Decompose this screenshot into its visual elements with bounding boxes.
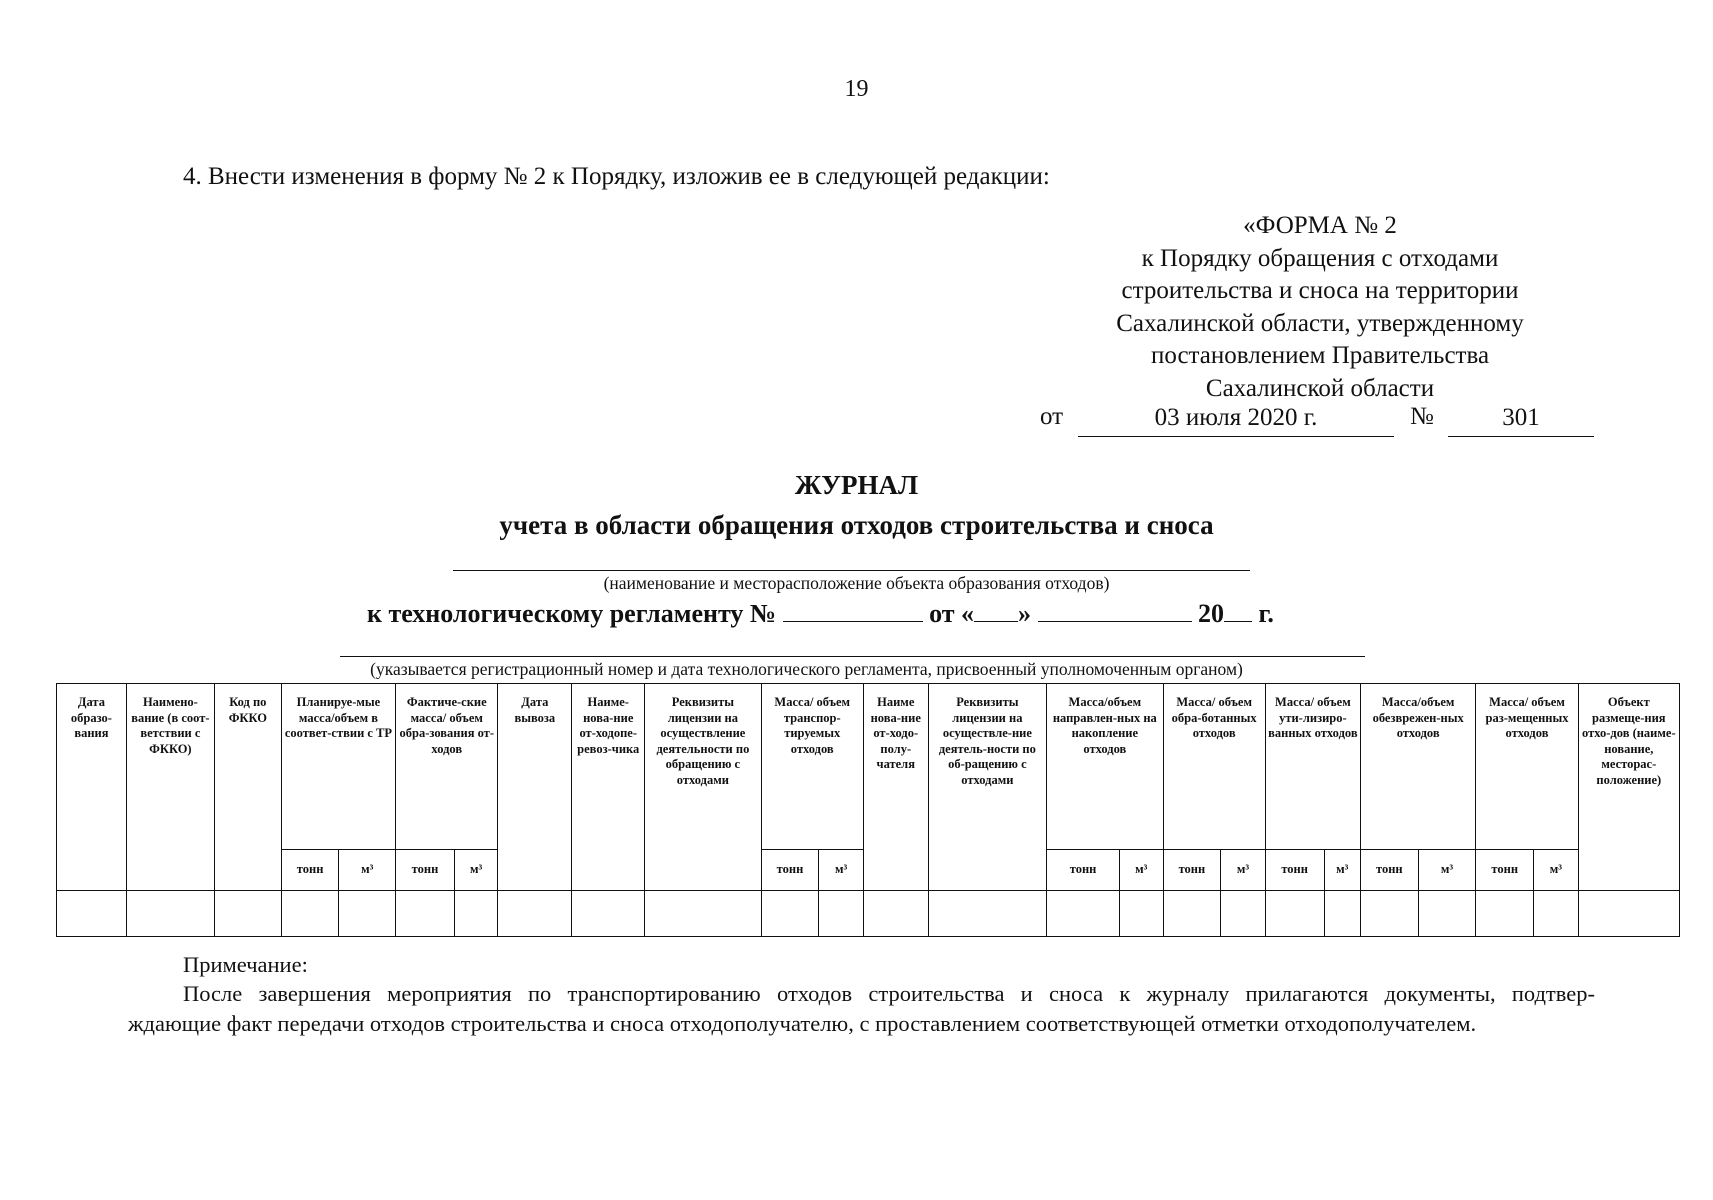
- header-cell: Дата образо-вания: [57, 684, 127, 891]
- note-line: После завершения мероприятия по транспортированию отходов строительства и сноса к журналу прилагаются документы, подтвер-: [183, 981, 1595, 1006]
- table-cell[interactable]: [454, 891, 498, 937]
- regulation-year-blank: [1224, 597, 1252, 622]
- table-row: [57, 891, 1680, 937]
- header-cell: Наимено-вание (в соот-ветствии с ФККО): [126, 684, 214, 891]
- table-cell[interactable]: [126, 891, 214, 937]
- table-cell[interactable]: [1578, 891, 1679, 937]
- unit-ton: тонн: [761, 850, 819, 891]
- table-cell[interactable]: [1360, 891, 1418, 937]
- regulation-number-blank: [783, 597, 923, 622]
- header-cell: Фактиче-ские масса/ объем обра-зования от-ходов: [396, 684, 498, 850]
- page-number: 19: [844, 76, 869, 102]
- table-cell[interactable]: [1265, 891, 1324, 937]
- appendix-block: [1040, 210, 1600, 405]
- header-cell: Реквизиты лицензии на осуществление деятельности по обращению с отходами: [645, 684, 761, 891]
- unit-m3: м³: [1221, 850, 1266, 891]
- table-cell[interactable]: [572, 891, 645, 937]
- header-cell: Масса/ объем ути-лизиро-ванных отходов: [1265, 684, 1360, 850]
- table-cell[interactable]: [1534, 891, 1579, 937]
- regulation-year: 20: [1198, 599, 1224, 628]
- table-cell[interactable]: [1476, 891, 1534, 937]
- unit-ton: тонн: [396, 850, 455, 891]
- regulation-month-blank: [1038, 597, 1192, 622]
- table-cell[interactable]: [57, 891, 127, 937]
- header-cell: Реквизиты лицензии на осуществле-ние деятель-ности по об-ращению с отходами: [928, 684, 1046, 891]
- table-cell[interactable]: [214, 891, 281, 937]
- appendix-number-label: №: [1410, 403, 1434, 430]
- regulation-ot: от «: [929, 599, 974, 628]
- header-cell: Масса/объем обезврежен-ных отходов: [1360, 684, 1475, 850]
- object-caption: (наименование и месторасположение объекта образования отходов): [603, 573, 1110, 593]
- appendix-line: Сахалинской области: [1205, 374, 1435, 402]
- unit-m3: м³: [1119, 850, 1163, 891]
- journal-title: ЖУРНАЛ: [794, 470, 919, 500]
- table-cell[interactable]: [761, 891, 819, 937]
- header-cell: Объект размеще-ния отхо-дов (наиме-нование, месторас-положение): [1578, 684, 1679, 891]
- unit-m3: м³: [339, 850, 396, 891]
- journal-subtitle: учета в области обращения отходов строительства и сноса: [499, 510, 1214, 540]
- unit-m3: м³: [454, 850, 498, 891]
- header-cell: Дата вывоза: [498, 684, 572, 891]
- header-cell: Планируе-мые масса/объем в соответ-ствии с ТР: [281, 684, 395, 850]
- table-cell[interactable]: [339, 891, 396, 937]
- table-cell[interactable]: [645, 891, 761, 937]
- appendix-line: строительства и сноса на территории: [1121, 277, 1519, 304]
- appendix-line: «ФОРМА № 2: [1243, 212, 1397, 239]
- unit-ton: тонн: [1360, 850, 1418, 891]
- appendix-line: к Порядку обращения с отходами: [1141, 244, 1499, 272]
- header-cell: Код по ФККО: [214, 684, 281, 891]
- regulation-line-blank: [340, 656, 1365, 657]
- header-cell: Масса/ объем обра-ботанных отходов: [1163, 684, 1265, 850]
- table-cell[interactable]: [396, 891, 455, 937]
- appendix-line: Сахалинской области, утвержденному: [1116, 309, 1524, 337]
- table-cell[interactable]: [863, 891, 928, 937]
- note-line: ждающие факт передачи отходов строительства и сноса отходополучателю, с проставлением соответствующей отметки отходополучателем.: [128, 1011, 1477, 1036]
- appendix-date: 03 июля 2020 г.: [1078, 403, 1394, 437]
- header-cell: Наиме-нова-ние от-ходопе-ревоз-чика: [572, 684, 645, 891]
- journal-table: [56, 683, 1680, 937]
- appendix-line: постановлением Правительства: [1150, 342, 1490, 369]
- note-label: Примечание:: [183, 952, 308, 977]
- header-cell: Масса/ объем раз-мещенных отходов: [1476, 684, 1578, 850]
- header-cell: Масса/объем направлен-ных на накопление отходов: [1047, 684, 1163, 850]
- table-cell[interactable]: [498, 891, 572, 937]
- note-text: [128, 979, 1595, 1039]
- unit-m3: м³: [1534, 850, 1579, 891]
- table-cell[interactable]: [1418, 891, 1476, 937]
- regulation-prefix: к технологическому регламенту №: [367, 599, 777, 628]
- appendix-date-label: от: [1040, 403, 1064, 430]
- appendix-number: 301: [1448, 403, 1594, 437]
- regulation-quote: »: [1018, 599, 1031, 628]
- header-cell: Масса/ объем транспор-тируемых отходов: [761, 684, 863, 850]
- unit-m3: м³: [1324, 850, 1360, 891]
- table-cell[interactable]: [281, 891, 339, 937]
- unit-ton: тонн: [1163, 850, 1221, 891]
- regulation-caption: (указывается регистрационный номер и дата технологического регламента, присвоенный уполномоченным органом): [370, 659, 1243, 679]
- unit-m3: м³: [1418, 850, 1476, 891]
- table-cell[interactable]: [819, 891, 864, 937]
- table-header-row: [57, 684, 1680, 850]
- table-cell[interactable]: [1163, 891, 1221, 937]
- unit-ton: тонн: [1476, 850, 1534, 891]
- unit-m3: м³: [819, 850, 864, 891]
- unit-ton: тонн: [281, 850, 339, 891]
- header-cell: Наиме нова-ние от-ходо-полу-чателя: [863, 684, 928, 891]
- table-cell[interactable]: [1047, 891, 1120, 937]
- regulation-line: [367, 597, 1274, 629]
- intro-paragraph: 4. Внести изменения в форму № 2 к Порядку, изложив ее в следующей редакции:: [183, 163, 1050, 190]
- regulation-g: г.: [1258, 599, 1274, 628]
- table-cell[interactable]: [1324, 891, 1360, 937]
- unit-ton: тонн: [1265, 850, 1324, 891]
- table-cell[interactable]: [1221, 891, 1266, 937]
- object-name-line: [453, 570, 1250, 571]
- unit-ton: тонн: [1047, 850, 1120, 891]
- table-cell[interactable]: [1119, 891, 1163, 937]
- table-cell[interactable]: [928, 891, 1046, 937]
- regulation-day-blank: [974, 597, 1018, 622]
